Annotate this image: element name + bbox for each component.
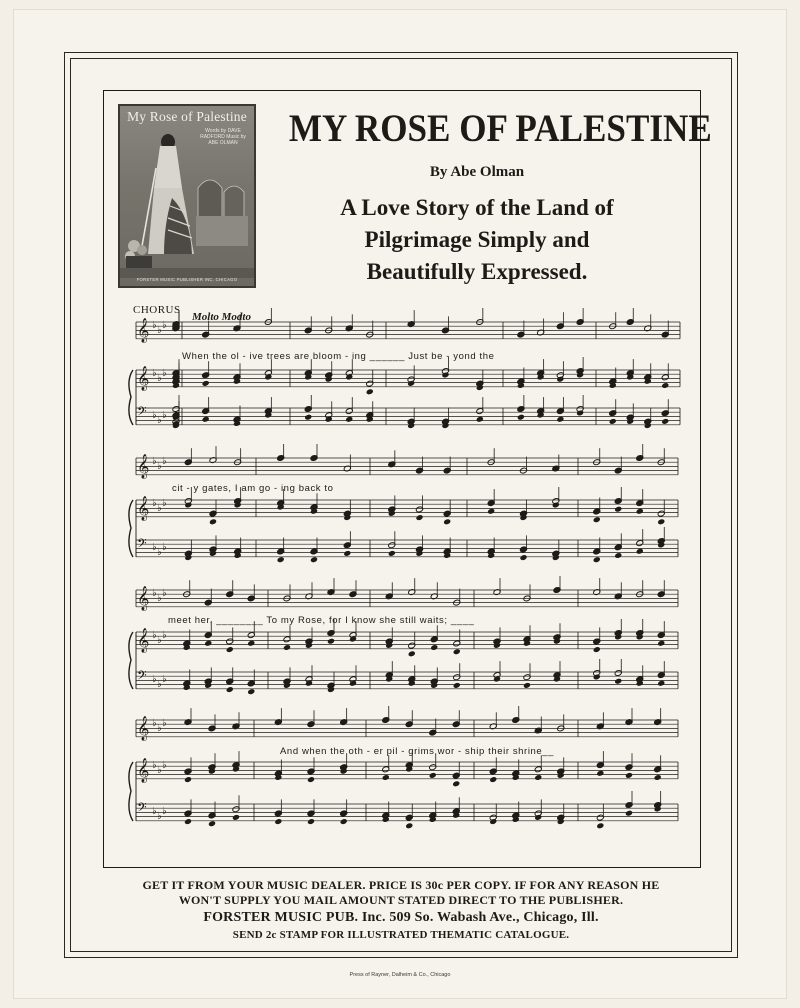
lyric-line: When the ol - ive trees are bloom - ing ______ Just be - yond the <box>182 351 495 362</box>
lyric-line: meet her, ________ To my Rose, for I know she still waits; ____ <box>168 615 475 626</box>
svg-text:♭: ♭ <box>162 456 167 467</box>
svg-text:𝄞: 𝄞 <box>137 366 150 390</box>
svg-text:𝄢: 𝄢 <box>137 800 147 818</box>
tagline-line: Beautifully Expressed. <box>366 259 588 284</box>
tagline-line: A Love Story of the Land of <box>340 195 614 220</box>
svg-text:♭: ♭ <box>152 674 157 685</box>
catalogue-notice: SEND 2c STAMP FOR ILLUSTRATED THEMATIC CATALOGUE. <box>232 929 570 941</box>
byline: By Abe Olman <box>429 164 525 180</box>
footer-notice-line: WON'T SUPPLY YOU MAIL AMOUNT STATED DIRECT TO THE PUBLISHER. <box>178 893 624 907</box>
svg-text:♭: ♭ <box>152 760 157 771</box>
svg-text:♭: ♭ <box>162 760 167 771</box>
svg-text:♭: ♭ <box>157 811 162 822</box>
svg-text:𝄞: 𝄞 <box>137 496 150 520</box>
svg-text:♭: ♭ <box>152 320 157 331</box>
footer-notice-line: GET IT FROM YOUR MUSIC DEALER. PRICE IS 30c PER COPY. IF FOR ANY REASON HE <box>142 878 660 892</box>
tempo-marking: Molto Modto <box>192 311 251 323</box>
svg-text:♭: ♭ <box>152 630 157 641</box>
svg-text:♭: ♭ <box>152 806 157 817</box>
lyric-line: And when the oth - er pil - grims wor - ship their shrine__ <box>280 746 555 757</box>
svg-text:♭: ♭ <box>157 503 162 514</box>
svg-text:♭: ♭ <box>152 368 157 379</box>
svg-text:𝄞: 𝄞 <box>137 318 150 342</box>
svg-text:𝄞: 𝄞 <box>137 716 150 740</box>
svg-text:𝄞: 𝄞 <box>137 586 150 610</box>
svg-text:♭: ♭ <box>157 373 162 384</box>
svg-text:♭: ♭ <box>162 368 167 379</box>
section-label: CHORUS <box>133 304 181 316</box>
svg-text:♭: ♭ <box>157 723 162 734</box>
svg-text:♭: ♭ <box>152 498 157 509</box>
svg-text:♭: ♭ <box>157 547 162 558</box>
footer-notice <box>90 878 712 908</box>
svg-text:♭: ♭ <box>152 456 157 467</box>
svg-text:♭: ♭ <box>162 630 167 641</box>
svg-text:♭: ♭ <box>162 498 167 509</box>
svg-text:♭: ♭ <box>157 461 162 472</box>
svg-text:𝄢: 𝄢 <box>137 536 147 554</box>
cover-illustration <box>120 128 254 278</box>
tagline-line: Pilgrimage Simply and <box>364 227 590 252</box>
lyric-line: cit - y gates, I am go - ing back to <box>172 483 334 494</box>
svg-text:♭: ♭ <box>162 542 167 553</box>
svg-text:𝄞: 𝄞 <box>137 758 150 782</box>
page-title: MY ROSE OF PALESTINE <box>288 107 712 150</box>
svg-text:♭: ♭ <box>157 635 162 646</box>
svg-text:♭: ♭ <box>157 679 162 690</box>
svg-text:♭: ♭ <box>162 806 167 817</box>
svg-text:♭: ♭ <box>162 588 167 599</box>
cover-title: My Rose of Palestine <box>127 109 247 124</box>
svg-text:♭: ♭ <box>152 718 157 729</box>
svg-text:♭: ♭ <box>157 325 162 336</box>
svg-text:♭: ♭ <box>152 410 157 421</box>
svg-text:♭: ♭ <box>162 674 167 685</box>
tagline <box>268 192 686 288</box>
svg-text:𝄞: 𝄞 <box>137 628 150 652</box>
cover-publisher: FORSTER MUSIC PUBLISHER INC. CHICAGO <box>136 277 238 282</box>
svg-text:♭: ♭ <box>157 415 162 426</box>
svg-text:♭: ♭ <box>157 765 162 776</box>
cover-thumbnail <box>118 104 256 288</box>
svg-text:𝄢: 𝄢 <box>137 668 147 686</box>
svg-text:♭: ♭ <box>162 320 167 331</box>
svg-text:𝄞: 𝄞 <box>137 454 150 478</box>
svg-text:♭: ♭ <box>152 542 157 553</box>
svg-text:♭: ♭ <box>162 410 167 421</box>
printer-credit: Press of Rayner, Dalheim & Co., Chicago <box>349 972 451 978</box>
svg-text:𝄢: 𝄢 <box>137 404 147 422</box>
publisher-address: FORSTER MUSIC PUB. Inc. 509 So. Wabash Ave., Chicago, Ill. <box>203 910 599 925</box>
svg-text:♭: ♭ <box>152 588 157 599</box>
cover-credit: Words by DAVE RADFORD Music by ABE OLMAN <box>200 128 246 146</box>
svg-text:♭: ♭ <box>157 593 162 604</box>
svg-text:♭: ♭ <box>162 718 167 729</box>
